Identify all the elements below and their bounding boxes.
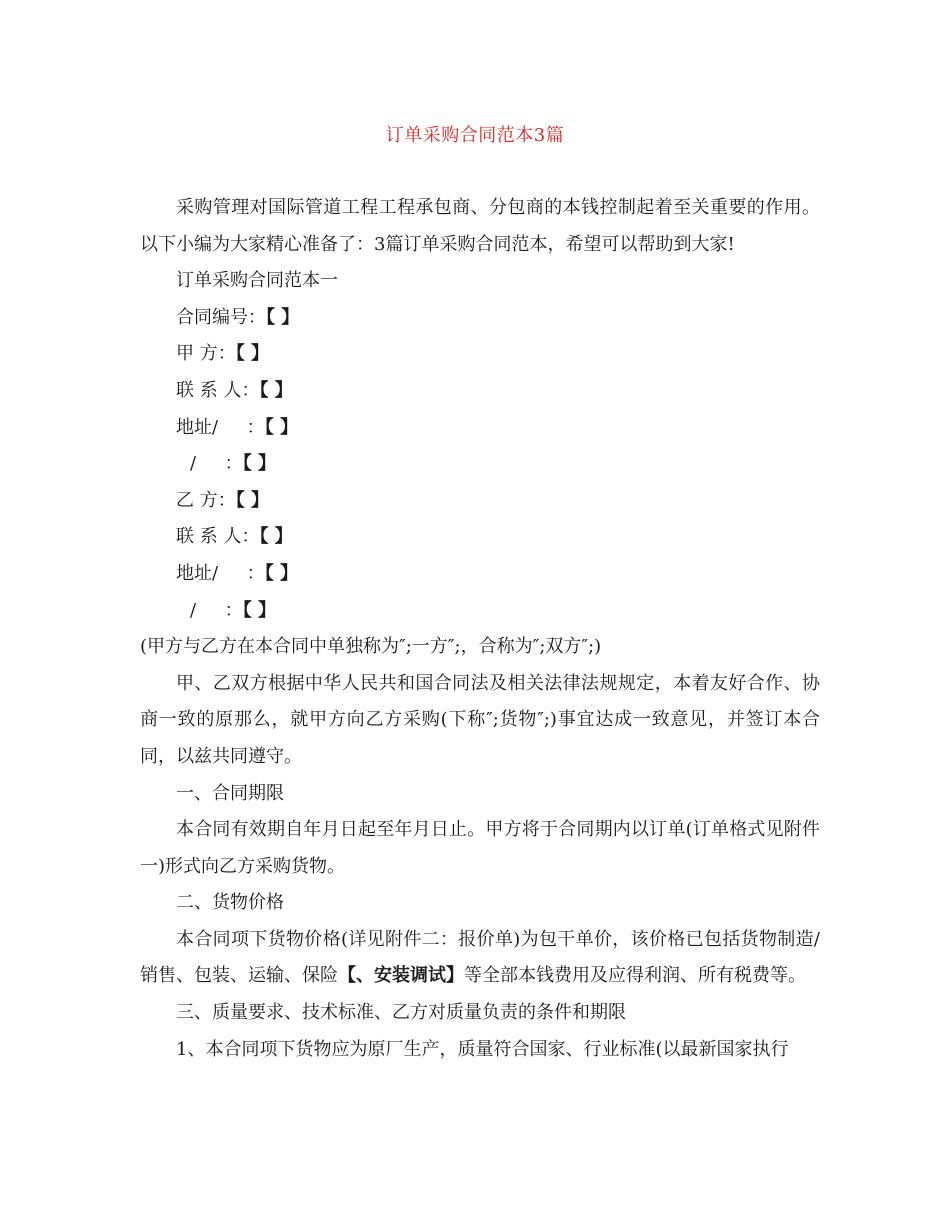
clause-2-text xyxy=(140,922,820,995)
field-party-a-contact xyxy=(140,373,820,410)
field-label: 甲 方： xyxy=(176,343,236,365)
clause-1-text: 本合同有效期自年月日起至年月日止。甲方将于合同期内以订单(订单格式见附件一)形式向乙方采购货物。 xyxy=(140,819,820,877)
field-label: 地址/ ： xyxy=(176,416,265,438)
field-party-a-address xyxy=(140,410,820,447)
field-blank: 【 】 xyxy=(235,343,270,365)
field-label: 乙 方： xyxy=(176,489,236,511)
field-blank: 【 】 xyxy=(264,562,298,584)
field-blank: 【 】 xyxy=(235,489,270,511)
party-note: (甲方与乙方在本合同中单独称为″;一方″;，合称为″;双方″;) xyxy=(140,636,602,658)
preamble-paragraph: 甲、乙双方根据中华人民共和国合同法及相关法律法规规定，本着友好合作、协商一致的原那么，就甲方向乙方采购(下称″;货物″;)事宜达成一致意见，并签订本合同，以兹共同遵守。 xyxy=(140,672,820,767)
field-party-b-contact xyxy=(140,519,820,556)
document-body xyxy=(140,190,820,1068)
field-blank: 【 】 xyxy=(242,599,276,621)
field-blank: 【 】 xyxy=(264,416,298,438)
clause-3-heading: 三、质量要求、技术标准、乙方对质量负责的条件和期限 xyxy=(176,1002,626,1024)
field-label: / ： xyxy=(190,599,243,621)
clause-1-heading: 一、合同期限 xyxy=(176,782,284,804)
clause-2-text-a: 本合同项下货物价格(详见附件二：报价单)为包干单价，该价格已包括货物制造/销售、包装、运输、保险 xyxy=(140,928,820,987)
field-blank: 【 】 xyxy=(259,379,293,401)
section-heading: 订单采购合同范本一 xyxy=(176,270,338,292)
clause-2-heading: 二、货物价格 xyxy=(176,892,284,914)
field-label: 合同编号： xyxy=(176,306,266,328)
field-party-b-address xyxy=(140,556,820,593)
document-title: 订单采购合同范本3篇 xyxy=(385,125,565,146)
field-label: 联 系 人： xyxy=(176,526,260,548)
field-blank: 【 】 xyxy=(242,453,276,475)
field-label: 联 系 人： xyxy=(176,379,260,401)
field-party-b-slash xyxy=(140,593,820,630)
field-party-a xyxy=(140,336,820,373)
field-party-a-slash xyxy=(140,446,820,483)
clause-2-text-b: 【、安装调试】 xyxy=(338,965,464,987)
field-label: 地址/ ： xyxy=(176,562,265,584)
field-party-b xyxy=(140,483,820,520)
field-blank: 【 】 xyxy=(266,306,300,328)
field-label: / ： xyxy=(190,453,243,475)
intro-paragraph: 采购管理对国际管道工程工程承包商、分包商的本钱控制起着至关重要的作用。以下小编为大家精心准备了：3篇订单采购合同范本，希望可以帮助到大家! xyxy=(140,197,820,255)
clause-2-text-c: 等全部本钱费用及应得利润、所有税费等。 xyxy=(464,965,806,987)
field-contract-no xyxy=(140,300,820,337)
clause-3-item-1: 1、本合同项下货物应为原厂生产，质量符合国家、行业标准(以最新国家执行 xyxy=(176,1038,789,1060)
field-blank: 【 】 xyxy=(259,526,293,548)
